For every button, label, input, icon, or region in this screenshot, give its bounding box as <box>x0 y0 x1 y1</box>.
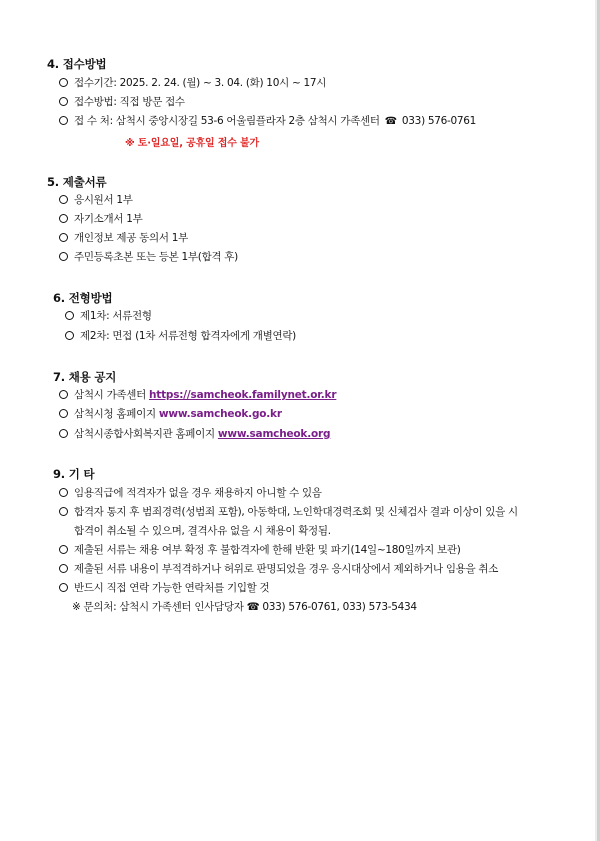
s7-label-2: 삼척시청 홈페이지 <box>74 408 156 420</box>
circle-bullet-icon <box>65 331 74 340</box>
s7-label-1: 삼척시 가족센터 <box>74 389 146 401</box>
list-item <box>59 250 238 264</box>
circle-bullet-icon <box>59 488 68 497</box>
s9-item-3: 제출된 서류는 채용 여부 확정 후 불합격자에 한해 반환 및 파기(14일~180일까지 보관) <box>74 544 461 556</box>
circle-bullet-icon <box>59 390 68 399</box>
circle-bullet-icon <box>59 78 68 87</box>
circle-bullet-icon <box>65 311 74 320</box>
list-item <box>59 486 322 500</box>
list-item <box>59 388 336 402</box>
list-item <box>65 329 296 343</box>
s5-item-2: 자기소개서 1부 <box>74 213 143 225</box>
s4-notice: ※ 토·일요일, 공휴일 접수 불가 <box>125 138 259 149</box>
s5-item-1: 응시원서 1부 <box>74 194 133 206</box>
s9-item-5: 반드시 직접 연락 가능한 연락처를 기입할 것 <box>74 582 270 594</box>
s9-item-2: 합격자 통지 후 범죄경력(성범죄 포함), 아동학대, 노인학대경력조회 및 신체검사 결과 이상이 있을 시 <box>74 506 518 518</box>
s6-item-2: 제2차: 면접 (1차 서류전형 합격자에게 개별연락) <box>80 330 296 342</box>
section-7-title: 7. 채용 공지 <box>53 370 117 384</box>
s5-item-3: 개인정보 제공 동의서 1부 <box>74 232 188 244</box>
s4-method: 접수방법: 직접 방문 접수 <box>74 96 185 108</box>
circle-bullet-icon <box>59 195 68 204</box>
circle-bullet-icon <box>59 564 68 573</box>
circle-bullet-icon <box>59 97 68 106</box>
list-item <box>59 581 269 595</box>
s4-place-row <box>59 114 476 129</box>
circle-bullet-icon <box>59 409 68 418</box>
s5-item-4: 주민등록초본 또는 등본 1부(합격 후) <box>74 251 238 263</box>
list-item <box>59 407 282 421</box>
list-item <box>59 562 498 576</box>
circle-bullet-icon <box>59 583 68 592</box>
circle-bullet-icon <box>59 252 68 261</box>
contact-info: ※ 문의처: 삼척시 가족센터 인사담당자 ☎ 033) 576-0761, 033) 573-5434 <box>72 601 417 613</box>
s9-item-1: 임용직급에 적격자가 없을 경우 채용하지 아니할 수 있음 <box>74 487 322 499</box>
s4-period-row <box>59 76 326 90</box>
list-item <box>59 505 518 519</box>
s4-place-phone: 033) 576-0761 <box>401 115 477 127</box>
familynet-link[interactable]: https://samcheok.familynet.or.kr <box>149 389 337 401</box>
list-item <box>65 309 152 323</box>
s7-label-3: 삼척시종합사회복지관 홈페이지 <box>74 428 215 440</box>
s6-item-1: 제1차: 서류전형 <box>80 310 152 322</box>
circle-bullet-icon <box>59 116 68 125</box>
circle-bullet-icon <box>59 429 68 438</box>
section-5-title: 5. 제출서류 <box>47 175 107 189</box>
s9-item-4: 제출된 서류 내용이 부적격하거나 허위로 판명되었을 경우 응시대상에서 제외하거나 임용을 취소 <box>74 563 499 575</box>
circle-bullet-icon <box>59 507 68 516</box>
s4-place: 접 수 처: 삼척시 중앙시장길 53-6 어울림플라자 2층 삼척시 가족센터 <box>74 115 380 127</box>
section-4-title: 4. 접수방법 <box>47 57 107 71</box>
list-item <box>59 231 188 245</box>
list-item <box>59 193 133 207</box>
circle-bullet-icon <box>59 545 68 554</box>
s4-method-row <box>59 95 185 109</box>
list-item <box>59 543 461 557</box>
list-item <box>59 212 142 226</box>
telephone-icon: ☎ <box>384 116 397 127</box>
section-9-title: 9. 기 타 <box>53 467 95 481</box>
s4-period: 접수기간: 2025. 2. 24. (월) ~ 3. 04. (화) 10시 ~ 17시 <box>74 77 327 89</box>
s9-item-2-continued: 합격이 취소될 수 있으며, 결격사유 없을 시 채용이 확정됨. <box>74 525 331 537</box>
list-item <box>59 427 330 441</box>
welfare-center-link[interactable]: www.samcheok.org <box>217 428 331 440</box>
circle-bullet-icon <box>59 233 68 242</box>
section-6-title: 6. 전형방법 <box>53 291 113 305</box>
circle-bullet-icon <box>59 214 68 223</box>
city-hall-link[interactable]: www.samcheok.go.kr <box>158 408 282 420</box>
